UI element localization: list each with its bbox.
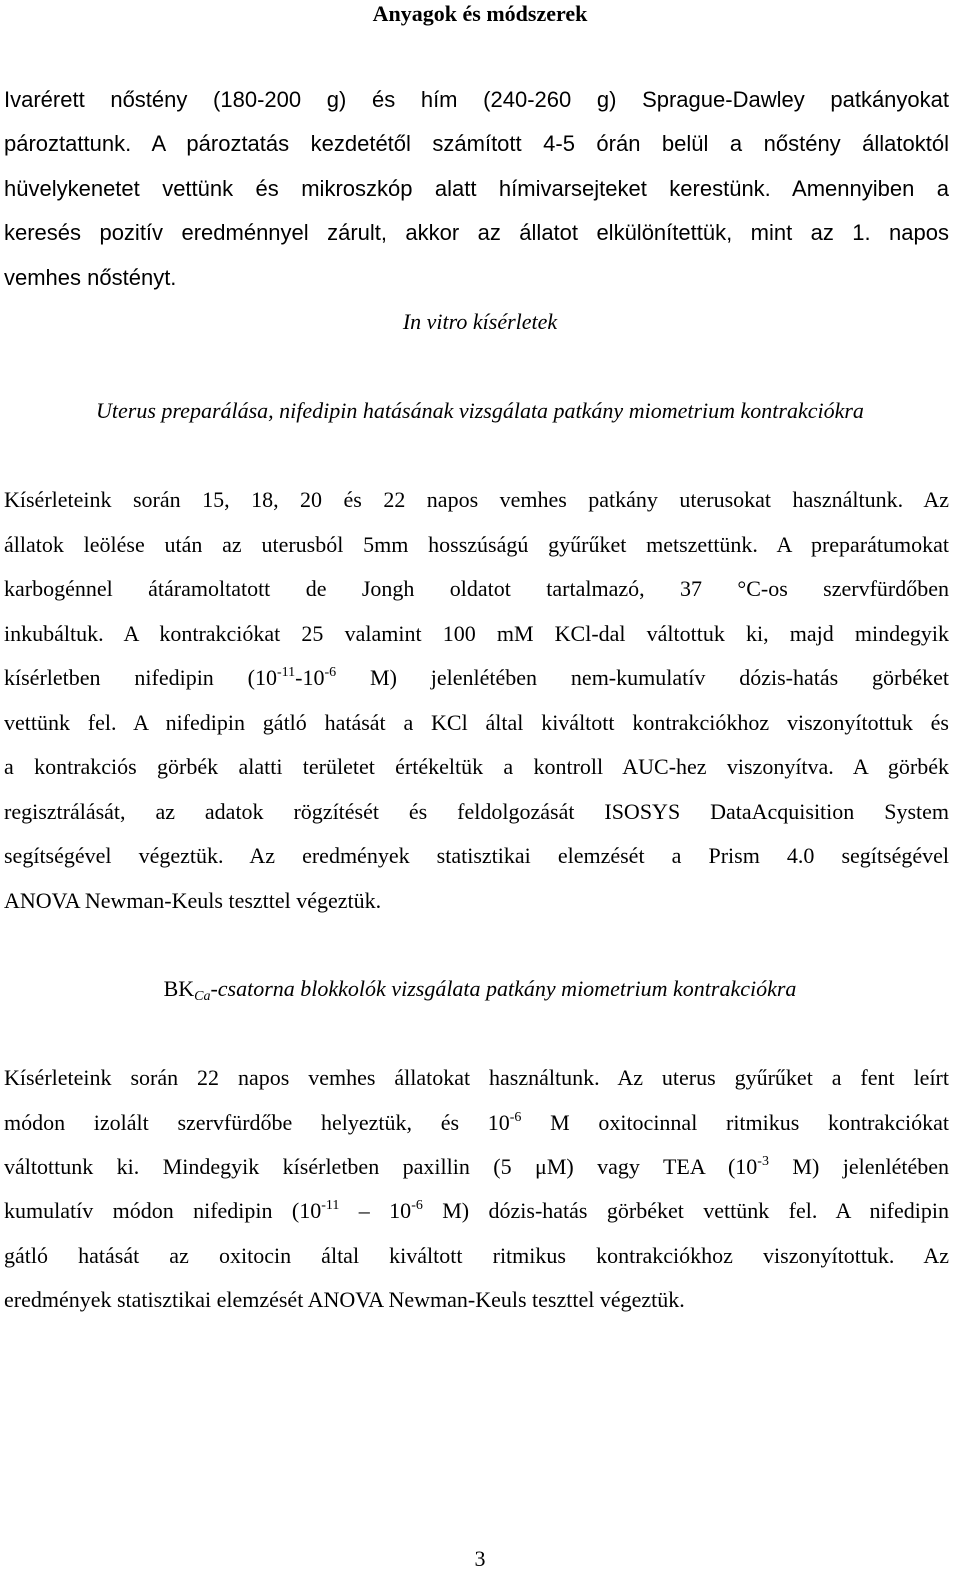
paragraph-2-line: inkubáltuk. A kontrakciókat 25 valamint 100 mM KCl-dal váltottuk ki, majd mindegyik (4, 621, 949, 646)
superscript: -6 (509, 1110, 522, 1125)
paragraph-1-line: pároztattunk. A pároztatás kezdetétől számított 4-5 órán belül a nőstény állatoktól (4, 131, 949, 156)
subscript: Ca (194, 989, 211, 1004)
paragraph-2-line: karbogénnel átáramoltatott de Jongh oldatot tartalmazó, 37 °C-os szervfürdőben (4, 576, 949, 601)
superscript: -6 (411, 1198, 423, 1213)
text-run: M oxitocinnal ritmikus kontrakciókat (521, 1110, 949, 1135)
paragraph-3-line: Kísérleteink során 22 napos vemhes állatokat használtunk. Az uterus gyűrűket a fent leírt (4, 1065, 949, 1090)
paragraph-1-line: keresés pozitív eredménnyel zárult, akkor az állatot elkülönítettük, mint az 1. napos (4, 220, 949, 245)
superscript: -11 (277, 665, 296, 680)
text-run: módon izolált szervfürdőbe helyeztük, és 10 (4, 1110, 510, 1135)
paragraph-2-line: regisztrálását, az adatok rögzítését és feldolgozását ISOSYS DataAcquisition System (4, 799, 949, 824)
paragraph-2-line: ANOVA Newman-Keuls teszttel végeztük. (4, 888, 382, 913)
text-run: kumulatív módon nifedipin (10 (4, 1198, 322, 1223)
heading-bk-channel (0, 975, 960, 1003)
text-run: M) jelenlétében (768, 1154, 949, 1179)
superscript: -11 (321, 1198, 340, 1213)
paragraph-1-line: Ivarérett nőstény (180-200 g) és hím (240-260 g) Sprague-Dawley patkányokat (4, 87, 949, 112)
page-number: 3 (474, 1546, 486, 1571)
paragraph-1-line: vemhes nőstényt. (4, 265, 177, 290)
paragraph-3-line (4, 1109, 949, 1137)
text-run: M) jelenlétében nem-kumulatív dózis-hatás görbéket (336, 665, 950, 690)
paragraph-2-line: a kontrakciós görbék alatti területet értékeltük a kontroll AUC-hez viszonyítva. A görbék (4, 754, 949, 779)
text-run: váltottunk ki. Mindegyik kísérletben paxillin (5 μM) vagy TEA (10 (4, 1154, 758, 1179)
paragraph-3-line: gátló hatását az oxitocin által kiváltott ritmikus kontrakciókhoz viszonyítottuk. Az (4, 1243, 949, 1268)
superscript: -3 (757, 1154, 769, 1169)
paragraph-2-line: segítségével végeztük. Az eredmények statisztikai elemzését a Prism 4.0 segítségével (4, 843, 949, 868)
text-run: kísérletben nifedipin (10 (4, 665, 278, 690)
superscript: -6 (324, 665, 337, 680)
paragraph-3-line: eredmények statisztikai elemzését ANOVA Newman-Keuls teszttel végeztük. (4, 1287, 685, 1312)
text-run: -10 (295, 665, 325, 690)
paragraph-1-line: hüvelykenetet vettünk és mikroszkóp alatt hímivarsejteket kerestünk. Amennyiben a (4, 176, 949, 201)
text-run: M) dózis-hatás görbéket vettünk fel. A nifedipin (422, 1198, 949, 1223)
paragraph-2-line (4, 664, 949, 692)
heading-in-vitro: In vitro kísérletek (402, 309, 558, 334)
section-title: Anyagok és módszerek (372, 1, 588, 26)
text-run: – 10 (339, 1198, 412, 1223)
heading-uterus-preparation: Uterus preparálása, nifedipin hatásának vizsgálata patkány miometrium kontrakciókra (96, 398, 864, 423)
paragraph-2-line: vettünk fel. A nifedipin gátló hatását a KCl által kiváltott kontrakciókhoz viszonyítottuk és (4, 710, 949, 735)
text-run: -csatorna blokkolók vizsgálata patkány miometrium kontrakciókra (210, 976, 797, 1001)
paragraph-3-line (4, 1153, 949, 1181)
paragraph-2-line: Kísérleteink során 15, 18, 20 és 22 napos vemhes patkány uterusokat használtunk. Az (4, 487, 949, 512)
text-run: BK (163, 976, 195, 1001)
paragraph-2-line: állatok leölése után az uterusból 5mm hosszúságú gyűrűket metszettünk. A preparátumokat (4, 532, 949, 557)
paragraph-3-line (4, 1197, 949, 1225)
